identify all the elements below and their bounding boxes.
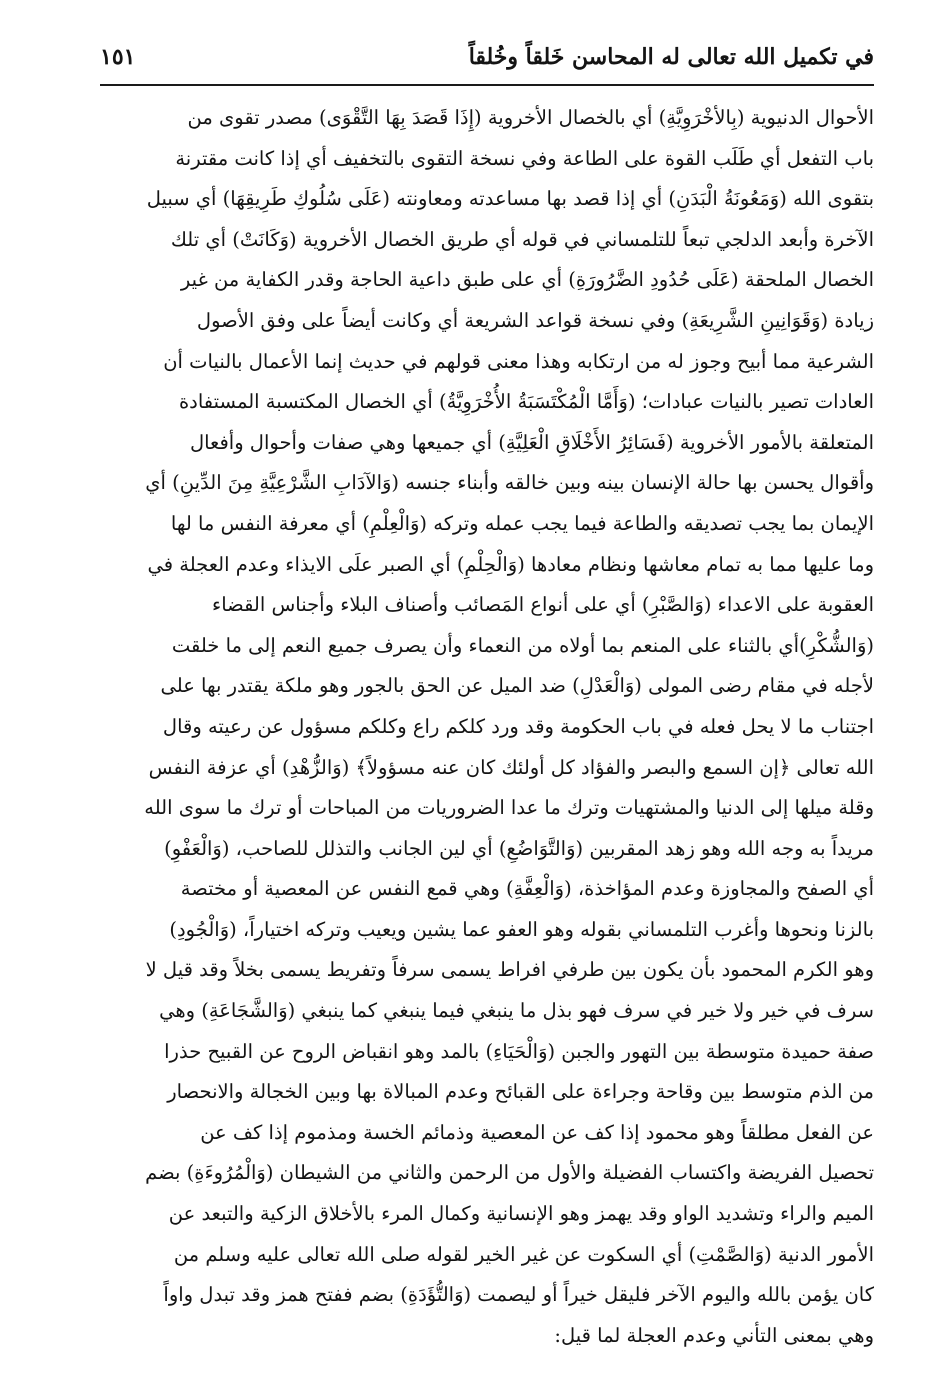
text-line: العقوبة على الاعداء (وَالصَّبْرِ) أي على أنواع المَصائب وأصناف البلاء وأجناس القضاء (212, 593, 874, 617)
text-line: الخصال الملحقة (عَلَى حُدُودِ الضَّرُورَةِ) أي على طبق داعية الحاجة وقدر الكفاية من غير (180, 268, 874, 292)
text-line: الأحوال الدنيوية (بِالأخْرَوِيَّةِ) أي بالخصال الأخروية (إِذَا قَصَدَ بِهَا التَّقْوَى) مصدر تقوى من (187, 106, 874, 129)
text-line: وأقوال يحسن بها حالة الإنسان بينه وبين خالقه وأبناء جنسه (وَالآدَابِ الشَّرْعِيَّةِ مِنَ الدِّينِ) أي (145, 471, 874, 495)
text-line: كان يؤمن بالله واليوم الآخر فليقل خيراً أو ليصمت (وَالتُّؤَدَةِ) بضم ففتح همز وقد تبدل واواً (163, 1283, 874, 1307)
text-line: مريداً به وجه الله وهو زهد المقربين (وَالتَّوَاضُعِ) أي لين الجانب والتذلل للصاحب، (وَالْعَفْوِ) (164, 836, 874, 860)
text-line: زيادة (وَقَوَانِينِ الشَّرِيعَةِ) وفي نسخة قواعد الشريعة أي وكانت أيضاً على وفق الأصول (196, 308, 874, 332)
text-line: من الذم متوسط بين وقاحة وجراءة على القبائح وعدم المبالاة بها وبين الخجالة والانحصار (167, 1080, 874, 1104)
text-line: بتقوى الله (وَمَعُونَةُ الْبَدَنِ) أي إذا قصد بها مساعدته ومعاونته (عَلَى سُلُوكِ طَرِيقِهَا) أي سبيل (146, 187, 874, 211)
text-line: وهي بمعنى التأني وعدم العجلة لما قيل: (554, 1323, 874, 1347)
text-line: العادات تصير بالنيات عبادات؛ (وَأَمَّا الْمُكْتَسَبَةُ الأُخْرَوِيَّةُ) أي الخصال المكتسبة المستفادة (178, 390, 874, 414)
body-text (100, 98, 874, 1356)
text-line: سرف في خير ولا خير في سرف فهو بذل ما ينبغي فيما ينبغي كما ينبغي (وَالشَّجَاعَةِ) وهي (159, 999, 874, 1023)
text-line: المتعلقة بالأمور الأخروية (فَسَائِرُ الأَخْلَاقِ الْعَلِيَّةِ) أي جميعها وهي صفات وأحوال وأفعال (189, 430, 874, 454)
header-rule (100, 84, 874, 86)
text-line: الميم والراء وتشديد الواو وقد يهمز وهو الإنسانية وكمال المرء بالأخلاق الزكية والتبعد عن (168, 1202, 874, 1226)
text-line: أي الصفح والمجاوزة وعدم المؤاخذة، (وَالْعِفَّةِ) وهي قمع النفس عن المعصية أو مختصة (180, 877, 874, 901)
text-line: (وَالشُّكْرِ)أي بالثناء على المنعم بما أولاه من النعماء وأن يصرف جميع النعم إلى ما خلقت (171, 633, 874, 657)
text-line: صفة حميدة متوسطة بين التهور والجبن (وَالْحَيَاءِ) بالمد وهو انقباض الروح عن القبيح حذرا (164, 1039, 874, 1063)
text-line: عن الفعل مطلقاً وهو محمود إذا كف عن المعصية وذمائم الخسة ومذموم إذا كف عن (200, 1120, 874, 1144)
text-line: بالزنا ونحوها وأغرب التلمساني بقوله وهو العفو عما يشين ويعيب وتركه اختياراً، (وَالْجُودِ) (169, 917, 874, 941)
text-line: الآخرة وأبعد الدلجي تبعاً للتلمساني في قوله أي طريق الخصال الأخروية (وَكَانَتْ) أي تلك (170, 227, 874, 251)
text-line: وهو الكرم المحمود بأن يكون بين طرفي افراط يسمى سرفاً وتفريط يسمى بخلاً وقد قيل لا (145, 958, 874, 982)
text-line: الإيمان بما يجب تصديقه والطاعة فيما يجب عمله وتركه (وَالْعِلْمِ) أي معرفة النفس ما لها (170, 511, 874, 535)
text-line: الله تعالى ﴿إن السمع والبصر والفؤاد كل أولئك كان عنه مسؤولاً﴾ (وَالزُّهْدِ) أي عزفة النفس (148, 755, 874, 779)
text-line: الأمور الدنية (وَالصَّمْتِ) أي السكوت عن غير الخير لقوله صلى الله تعالى عليه وسلم من (173, 1242, 874, 1266)
text-line: تحصيل الفريضة واكتساب الفضيلة والأول من الرحمن والثاني من الشيطان (وَالْمُرُوءَةِ) بضم (145, 1161, 874, 1185)
page-header (100, 34, 874, 86)
running-title: في تكميل الله تعالى له المحاسن خَلقاً وخُلقاً (468, 44, 874, 70)
page-number: ١٥١ (100, 44, 136, 70)
text-line: الشرعية مما أبيح وجوز له من ارتكابه وهذا معنى قولهم في حديث إنما الأعمال بالنيات أن (163, 349, 874, 373)
text-line: لأجله في مقام رضى المولى (وَالْعَدْلِ) ضد الميل عن الحق بالجور وهو ملكة يقتدر بها على (160, 674, 874, 698)
text-line: باب التفعل أي طَلَب القوة على الطاعة وفي نسخة التقوى بالتخفيف أي إذا كانت مقترنة (175, 146, 874, 170)
text-line: اجتناب ما لا يحل فعله في باب الحكومة وقد ورد كلكم راع وكلكم مسؤول عن رعيته وقال (162, 714, 874, 738)
text-line: وما عليها مما به تمام معاشها ونظام معادها (وَالْحِلْمِ) أي الصبر علَى الايذاء وعدم العجلة في (147, 552, 874, 576)
text-line: وقلة ميلها إلى الدنيا والمشتهيات وترك ما عدا الضروريات من المباحات أو ترك ما سوى الله (144, 796, 874, 820)
